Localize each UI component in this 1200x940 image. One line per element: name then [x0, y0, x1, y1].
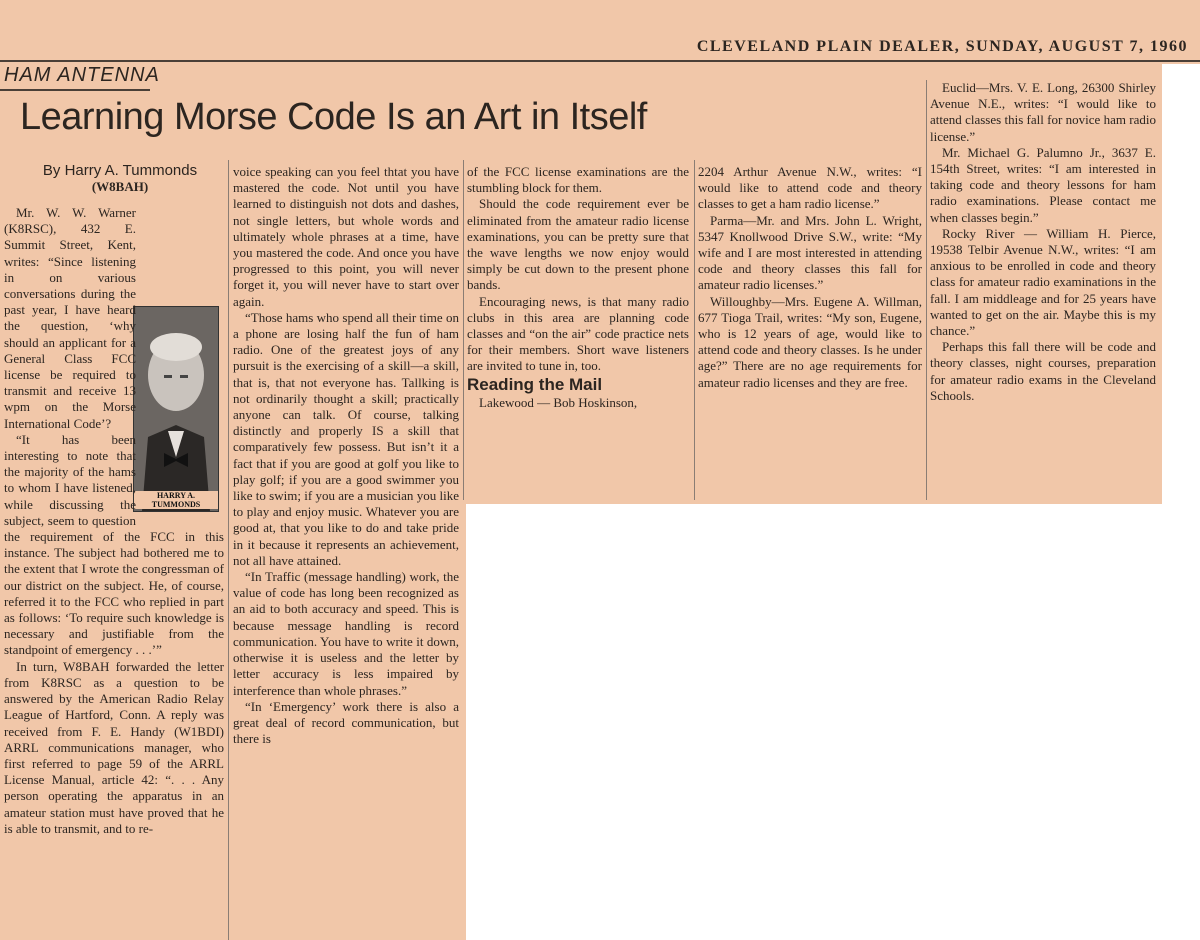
paragraph: Lakewood — Bob Hoskinson, — [479, 394, 638, 410]
newspaper-masthead: CLEVELAND PLAIN DEALER, SUNDAY, AUGUST 7, 1960 — [696, 38, 1188, 55]
paragraph: of the FCC license examinations are the stumbling block for them. — [467, 164, 689, 196]
column-4 — [698, 164, 922, 499]
paragraph: Parma—Mr. and Mrs. John L. Wright, 5347 Knollwood Drive S.W., write: “My wife and I are most interested in attending code and theory classes this fall for amateur radio licenses.” — [698, 212, 922, 293]
paragraph: Mr. Michael G. Palumno Jr., 3637 E. 154th Street, writes: “I am interested in taking code and theory lessons for ham radio examinations. Please contact me when classes begin.” — [930, 144, 1156, 225]
byline: By Harry A. Tummonds — [42, 162, 198, 179]
paragraph: “Those hams who spend all their time on a phone are losing half the fun of ham radio. One of the greatest joys of any pursuit is the exercising of a skill—a skill, that is, that not everyone has. Tallking is not ordinarily thought a skill; practically anyone can talk. Of course, talking distinctly and properly IS a skill that comparatively few possess. But isn’t it a fact that if you are good at golf you like to play golf; if you are a good swimmer you like to swim; if you are a musician you like to play and enjoy music. Whatever you are good at, that you like to do and take pride in it because it represents an achievement, not all have attained. — [233, 309, 459, 568]
paragraph: In turn, W8BAH forwarded the letter from K8RSC as a question to be answered by the American Radio Relay League of Hartford, Conn. A reply was received from F. E. Handy (W1BDI) ARRL communications manager, who first referred to page 59 of the ARRL License Manual, article 42: “. . . Any person operating the apparatus in an amateur station must have proved that he is able to transmit, and to re- — [4, 658, 224, 836]
column-divider — [694, 160, 695, 500]
callsign: (W8BAH) — [91, 179, 149, 194]
photo-space — [136, 205, 224, 513]
photo-caption: HARRY A. TUMMONDS — [134, 491, 218, 509]
column-2 — [233, 164, 459, 940]
section-label: HAM ANTENNA — [4, 64, 160, 86]
paragraph: “It has been interesting to note that the majority of the hams to whom I have listened, while discussing the subject, seem to question the requirement of the FCC in this instance. The subject had bothered me to the extent that I wrote the congressman of our district on the subject. He, of course, referred it to the FCC who replied in part as follows: ‘To require such knowledge is necessary and justifiable from the standpoint of emergency . . .’” — [4, 431, 224, 658]
section-rule — [0, 89, 150, 91]
paragraph: Euclid—Mrs. V. E. Long, 26300 Shirley Avenue N.E., writes: “I would like to attend classes this fall for novice ham radio license.” — [930, 80, 1156, 144]
column-1-text — [4, 205, 224, 940]
mail-heading: Reading the Mail — [467, 374, 603, 394]
column-divider — [463, 160, 464, 500]
paragraph: voice speaking can you feel thtat you have mastered the code. Not until you have learned to distinguish not dots and dashes, not single letters, but whole words and ultimately whole phrases at a time, have you mastered the code. And once you have progressed to this point, you will never forget it, you will never have to start over again. — [233, 164, 459, 309]
paragraph: “In Traffic (message handling) work, the value of code has long been recognized as an aid to both accuracy and speed. This is because message handling is record communication. You have to write it down, otherwise it is useless and the letter by letter accuracy is less impaired by interference than whole phrases.” — [233, 569, 459, 698]
paragraph: “In ‘Emergency’ work there is also a great deal of record communication, but there is — [233, 698, 459, 747]
masthead-rule — [0, 60, 1200, 62]
paragraph: Perhaps this fall there will be code and theory classes, night courses, preparation for amateur radio exams in the Cleveland Schools. — [930, 339, 1156, 403]
page-margin — [1162, 64, 1200, 504]
paragraph: Should the code requirement ever be eliminated from the amateur radio license examinations, you can be pretty sure that the wave lengths we now enjoy would simply be cut down to the present phone bands. — [467, 196, 689, 293]
paragraph: Mr. W. W. Warner (K8RSC), 432 E. Summit Street, Kent, writes: “Since listening in on various conversations during the past year, I have heard the question, ‘why should an applicant for a General Class FCC license be required to transmit and receive 13 wpm on the Morse International Code’? — [4, 205, 136, 431]
column-3 — [467, 164, 689, 499]
column-5 — [930, 80, 1156, 500]
column-divider — [926, 80, 927, 500]
paragraph: 2204 Arthur Avenue N.W., writes: “I would like to attend code and theory classes to get a ham radio license.” — [698, 164, 922, 212]
paragraph: Willoughby—Mrs. Eugene A. Willman, 677 Tioga Trail, writes: “My son, Eugene, who is 12 years of age, would like to attend code and theory classes. Is he under age?” There are no age requirements for amateur radio licenses and they are free. — [698, 293, 922, 390]
paragraph: Rocky River — William H. Pierce, 19538 Telbir Avenue N.W., writes: “I am anxious to be enrolled in code and theory class for amateur radio examinations in the fall. I am middleage and for 25 years have wanted to get on the air. Maybe this is my chance.” — [930, 225, 1156, 339]
headline: Learning Morse Code Is an Art in Itself — [20, 96, 647, 138]
column-divider — [228, 160, 229, 940]
paragraph: Encouraging news, is that many radio clubs in this area are planning code classes and “on the air” code practice nets for their members. Short wave listeners are invited to tune in, too. — [467, 293, 689, 374]
